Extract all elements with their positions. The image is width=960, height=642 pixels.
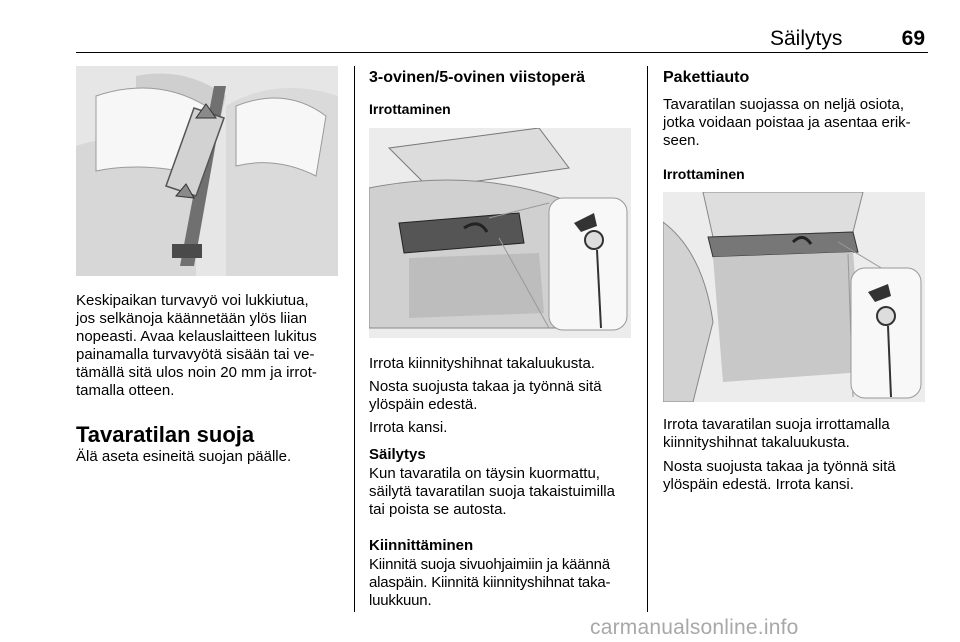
text-line: Tavaratilan suojassa on neljä osiota, (663, 96, 904, 113)
attach-heading: Kiinnittäminen (369, 537, 474, 554)
seatbelt-illustration (76, 66, 338, 276)
text-line: Irrota tavaratilan suoja irrottamalla (663, 416, 890, 433)
removal-subheading: Irrottaminen (369, 101, 451, 117)
text-line: jos selkänoja käännetään ylös liian (76, 310, 307, 327)
col2-step1: Irrota kiinnityshihnat takaluukusta. (369, 355, 595, 372)
page-number: 69 (901, 27, 925, 50)
text-line: Kiinnitä suoja sivuohjaimiin ja käännä (369, 556, 610, 573)
col2-step3: Irrota kansi. (369, 419, 448, 436)
text-line: Nosta suojusta takaa ja työnnä sitä (663, 458, 896, 475)
van-intro (663, 96, 911, 150)
van-removal-subheading: Irrottaminen (663, 166, 745, 182)
col1-note: Älä aseta esineitä suojan päälle. (76, 448, 292, 465)
text-line: ylöspäin edestä. Irrota kansi. (663, 476, 854, 493)
column-divider-left (354, 66, 355, 612)
text-line: Nosta suojusta takaa ja työnnä sitä (369, 378, 602, 395)
attach-text (369, 556, 610, 610)
text-line: ylöspäin edestä. (369, 396, 478, 413)
hatchback-cover-illustration (369, 128, 631, 338)
text-line: tai poista se autosta. (369, 501, 507, 518)
text-line: säilytä tavaratilan suoja takaistuimilla (369, 483, 615, 500)
text-line: luukkuun. (369, 592, 432, 609)
text-line: kiinnityshihnat takaluukusta. (663, 434, 850, 451)
storage-heading: Säilytys (369, 446, 426, 463)
storage-text (369, 465, 615, 519)
text-line: jotka voidaan poistaa ja asentaa erik- (663, 114, 911, 131)
col2-step2 (369, 378, 602, 414)
van-heading: Pakettiauto (663, 69, 750, 86)
col1-paragraph (76, 292, 346, 400)
text-line: Keskipaikan turvavyö voi lukkiutua, (76, 292, 309, 309)
text-line: Kun tavaratila on täysin kuormattu, (369, 465, 600, 482)
text-line: seen. (663, 132, 700, 149)
van-cover-illustration (663, 192, 925, 402)
text-line: nopeasti. Avaa kelauslaitteen lukitus (76, 328, 317, 345)
van-step1 (663, 416, 890, 452)
hatchback-heading: 3-ovinen/5-ovinen viistoperä (369, 69, 586, 86)
text-line: alaspäin. Kiinnitä kiinnityshihnat taka- (369, 574, 611, 591)
text-line: painamalla turvavyötä sisään tai ve- (76, 346, 315, 363)
watermark-text: carmanualsonline.info (590, 616, 799, 639)
text-line: tamalla otteen. (76, 382, 175, 399)
text-line: tämällä sitä ulos noin 20 mm ja irrot- (76, 364, 317, 381)
van-step2 (663, 458, 896, 494)
column-divider-right (647, 66, 648, 612)
section-heading: Tavaratilan suoja (76, 422, 255, 447)
running-header-title: Säilytys (770, 27, 843, 50)
header-rule (76, 52, 928, 53)
